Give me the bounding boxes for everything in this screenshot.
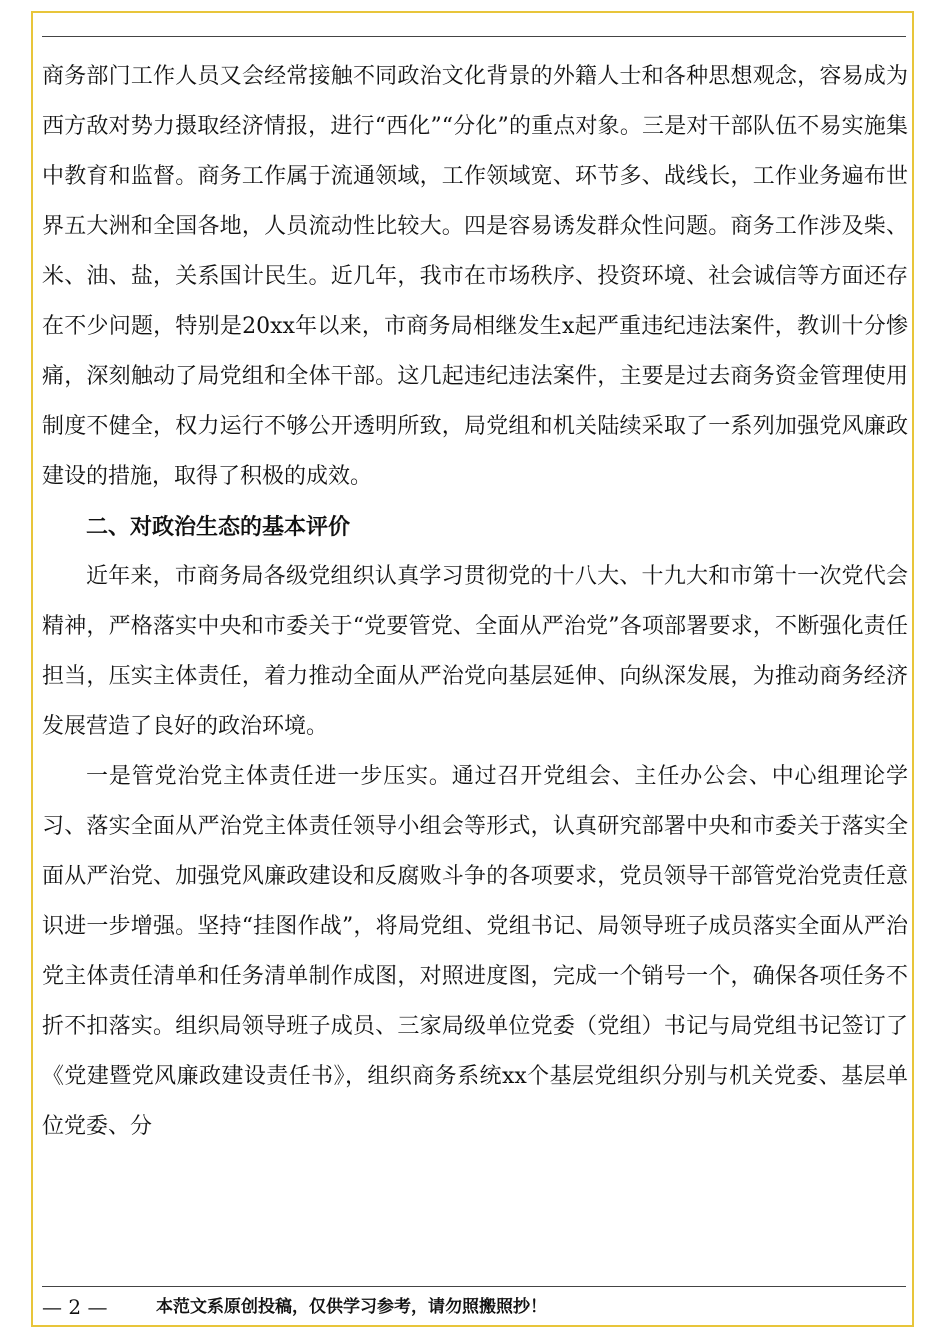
paragraph-point-one: 一是管党治党主体责任进一步压实。通过召开党组会、主任办公会、中心组理论学习、落实全面从严治党主体责任领导小组会等形式，认真研究部署中央和市委关于落实全面从严治党、加强党风廉政建设和反腐败斗争的各项要求，党员领导干部管党治党责任意识进一步增强。坚持“挂图作战”，将局党组、党组书记、局领导班子成员落实全面从严治党主体责任清单和任务清单制作成图，对照进度图，完成一个销号一个，确保各项任务不折不扣落实。组织局领导班子成员、三家局级单位党委（党组）书记与局党组书记签订了《党建暨党风廉政建设责任书》，组织商务系统xx个基层党组织分别与机关党委、基层单位党委、分 xyxy=(42,764,908,1139)
document-body xyxy=(42,52,908,1152)
footer-rule xyxy=(42,1286,906,1287)
section-heading: 二、对政治生态的基本评价 xyxy=(86,514,351,540)
paragraph-continuation: 商务部门工作人员又会经常接触不同政治文化背景的外籍人士和各种思想观念，容易成为西方敌对势力摄取经济情报，进行“西化”“分化”的重点对象。三是对干部队伍不易实施集中教育和监督。商务工作属于流通领域，工作领域宽、环节多、战线长，工作业务遍布世界五大洲和全国各地，人员流动性比较大。四是容易诱发群众性问题。商务工作涉及柴、米、油、盐，关系国计民生。近几年，我市在市场秩序、投资环境、社会诚信等方面还存在不少问题，特别是20xx年以来，市商务局相继发生x起严重违纪违法案件，教训十分惨痛，深刻触动了局党组和全体干部。这几起违纪违法案件，主要是过去商务资金管理使用制度不健全，权力运行不够公开透明所致，局党组和机关陆续采取了一系列加强党风廉政建设的措施，取得了积极的成效。 xyxy=(42,64,908,489)
footer-note: 本范文系原创投稿，仅供学习参考，请勿照搬照抄！ xyxy=(156,1297,547,1317)
header-rule xyxy=(42,36,906,37)
paragraph-intro: 近年来，市商务局各级党组织认真学习贯彻党的十八大、十九大和市第十一次党代会精神，严格落实中央和市委关于“党要管党、全面从严治党”各项部署要求，不断强化责任担当，压实主体责任，着力推动全面从严治党向基层延伸、向纵深发展，为推动商务经济发展营造了良好的政治环境。 xyxy=(42,564,908,739)
page-number: — 2 — xyxy=(42,1295,108,1319)
